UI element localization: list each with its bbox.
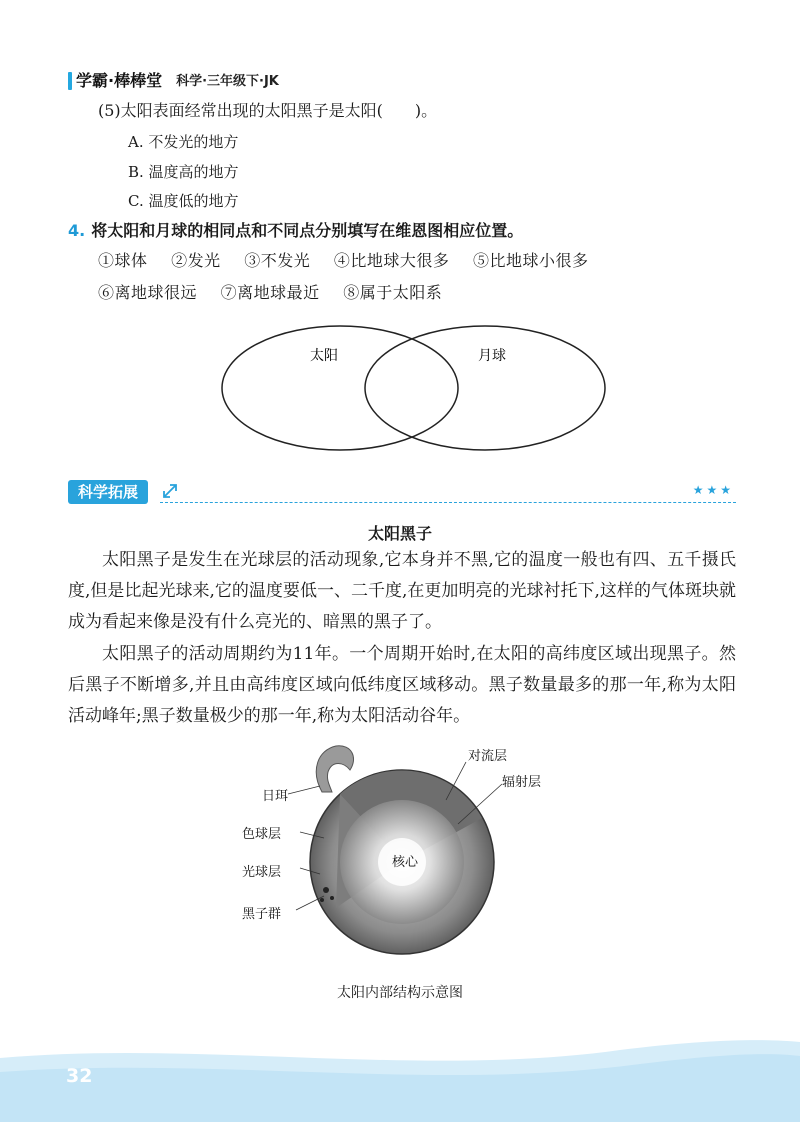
sun-structure-figure [240,740,560,980]
option-b: B. 温度高的地方 [128,163,239,181]
item-6: ⑥离地球很远 [98,283,198,302]
venn-sun-label: 太阳 [310,348,338,364]
items-row-1 [98,248,606,271]
item-1: ①球体 [98,251,148,270]
option-a: A. 不发光的地方 [128,133,239,151]
option-c: C. 温度低的地方 [128,192,239,210]
subject-label: 科学·三年级下·JK [176,73,279,89]
article-title: 太阳黑子 [367,524,432,543]
venn-moon-label: 月球 [478,348,506,364]
venn-moon-circle[interactable] [365,326,605,450]
article-paragraph-2: 太阳黑子的活动周期约为11年。一个周期开始时,在太阳的高纬度区域出现黑子。然后黑子不断增多,并且由高纬度区域向低纬度区域移动。黑子数量最多的那一年,称为太阳活动峰年;黑子数量极少的那一年,称为太阳活动谷年。 [68,644,736,726]
prominence-shape [316,746,353,792]
brand-text: 学霸·棒棒堂 [76,70,163,90]
section-divider [160,502,736,503]
label-radiation: 辐射层 [502,775,542,790]
brand-mark-icon [68,72,72,90]
figure-caption: 太阳内部结构示意图 [337,985,463,1001]
page-number: 32 [66,1065,93,1087]
section-tag: 科学拓展 [68,480,148,504]
sunspot [323,887,329,893]
label-convection: 对流层 [468,749,508,764]
label-sunspots: 黑子群 [242,907,282,922]
item-3: ③不发光 [244,251,311,270]
item-2: ②发光 [171,251,221,270]
item-4: ④比地球大很多 [333,251,450,270]
page-header [68,68,279,90]
venn-sun-circle[interactable] [222,326,458,450]
question-4-number: 4. [68,221,86,240]
section-header [68,480,736,504]
item-7: ⑦离地球最近 [220,283,320,302]
label-core: 核心 [392,855,419,870]
question-4-stem: 将太阳和月球的相同点和不同点分别填写在维恩图相应位置。 [91,221,524,240]
label-chromosphere: 色球层 [242,827,282,842]
question-5-stem: (5)太阳表面经常出现的太阳黑子是太阳( )。 [98,101,438,120]
item-5: ⑤比地球小很多 [472,251,589,270]
sunspot [320,898,324,902]
brand-title [68,68,162,91]
difficulty-stars: ★★★ [692,483,734,497]
article-paragraph-1: 太阳黑子是发生在光球层的活动现象,它本身并不黑,它的温度一般也有四、五千摄氏度,但是比起光球来,它的温度要低一、二千度,在更加明亮的光球衬托下,这样的气体斑块就成为看起来像是没有什么亮光的、暗黑的黑子了。 [68,550,736,632]
venn-diagram [210,318,630,458]
sunspot [330,896,334,900]
footer-wave [0,1020,800,1122]
item-8: ⑧属于太阳系 [343,283,443,302]
items-row-2 [98,280,460,303]
expand-arrow-icon [160,481,180,501]
question-4 [68,218,523,241]
label-prominence: 日珥 [262,789,289,804]
label-photosphere: 光球层 [242,865,282,880]
